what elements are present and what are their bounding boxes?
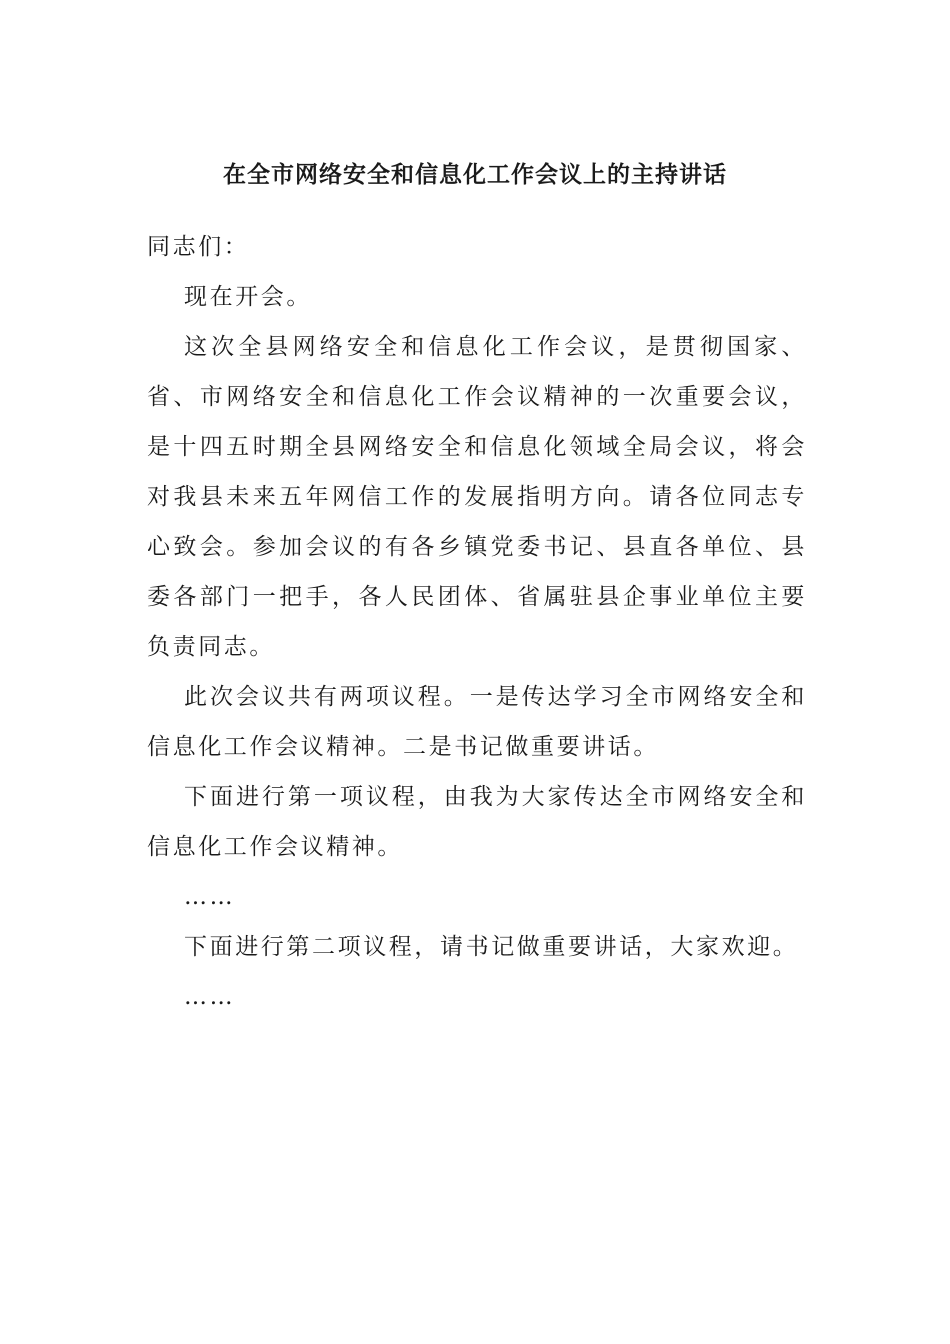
document-title: 在全市网络安全和信息化工作会议上的主持讲话 [223, 162, 727, 188]
paragraph-meeting-intro: 这次全县网络安全和信息化工作会议，是贯彻国家、省、市网络安全和信息化工作会议精神的一次重要会议，是十四五时期全县网络安全和信息化领域全局会议，将会对我县未来五年网信工作的发展指明方向。请各位同志专心致会。参加会议的有各乡镇党委书记、县直各单位、县委各部门一把手，各人民团体、省属驻县企事业单位主要负责同志。 [147, 334, 807, 660]
ellipsis-1: …… [184, 884, 236, 910]
paragraph-agenda: 此次会议共有两项议程。一是传达学习全市网络安全和信息化工作会议精神。二是书记做重要讲话。 [147, 684, 807, 760]
paragraph-opening: 现在开会。 [184, 284, 312, 310]
salutation: 同志们： [147, 234, 250, 260]
paragraph-first-item: 下面进行第一项议程，由我为大家传达全市网络安全和信息化工作会议精神。 [147, 784, 807, 860]
ellipsis-2: …… [184, 984, 236, 1010]
document-body [147, 222, 807, 1022]
paragraph-second-item: 下面进行第二项议程，请书记做重要讲话，大家欢迎。 [184, 934, 799, 960]
